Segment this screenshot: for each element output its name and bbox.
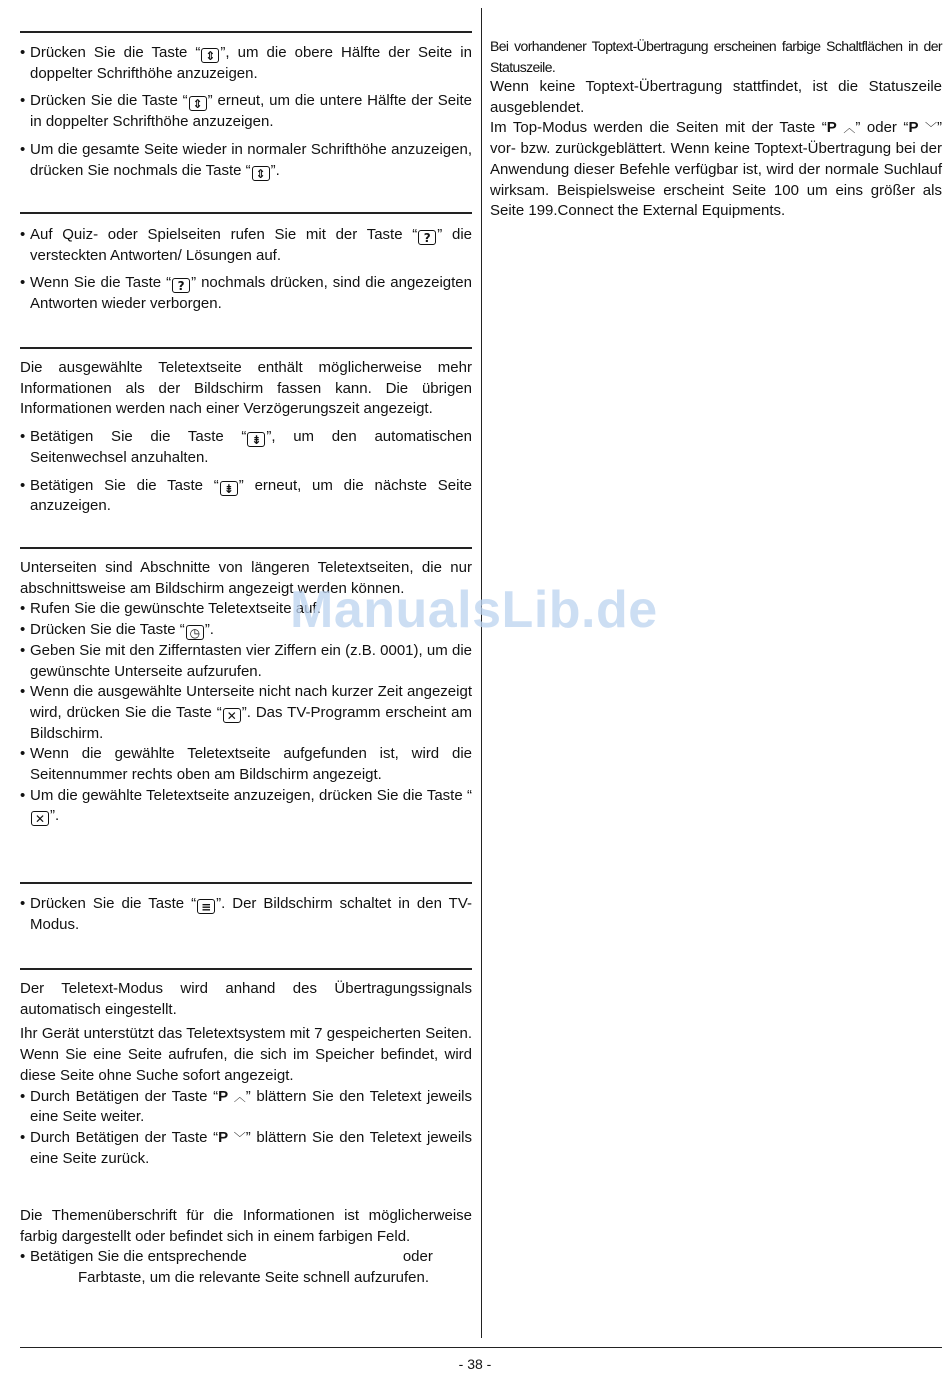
cancel-key-icon: ✕	[223, 708, 241, 723]
subpage-key-icon: ◷	[186, 625, 204, 640]
size-key-icon: ⇕	[252, 166, 270, 181]
list-item	[20, 786, 472, 827]
text: Farbtaste, um die relevante Seite schnell aufzurufen.	[78, 1269, 430, 1287]
paragraph: Die Themenüberschrift für die Informationen ist möglicherweise farbig dargestellt oder befindet sich in einem farbigen Feld.	[20, 1207, 472, 1245]
list-item: • Wenn die gewählte Teletextseite aufgefunden ist, wird die Seitennummer rechts oben am Bildschirm angezeigt.	[20, 744, 472, 785]
page-down-key-icon: ﹀	[233, 1130, 246, 1145]
list-item	[20, 1087, 472, 1128]
text: ”, um die obere Hälfte der Seite in doppelter Schrifthöhe anzuzeigen.	[30, 44, 472, 82]
text: Im Top-Modus werden die Seiten mit der Taste “	[490, 119, 827, 137]
hold-key-icon: ⇟	[247, 432, 265, 447]
text: oder	[402, 1248, 433, 1266]
text: ” die versteckten Antworten/ Lösungen auf.	[30, 226, 472, 264]
text: Drücken Sie die Taste “	[30, 92, 188, 110]
text: Drücken Sie die Taste “	[30, 621, 185, 639]
size-key-icon: ⇕	[189, 96, 207, 111]
page-down-key-icon: ﹀	[924, 121, 937, 136]
list-item	[20, 91, 472, 132]
text: ” erneut, um die untere Hälfte der Seite in doppelter Schrifthöhe anzuzeigen.	[30, 92, 472, 131]
text: Betätigen Sie die Taste “	[30, 476, 219, 494]
text: ” vor- bzw. zurückgeblättert. Wenn keine Toptext-Übertragung bei der Anwendung dieser Befehle verfügbar ist, wird der normale Suchlauf wirksam. Beispielsweise erscheint Seite 100 um eins größer als Seite 199.Connect the External Equipments.	[490, 119, 942, 220]
page-up-key-icon: ︿	[233, 1089, 246, 1104]
text: ”, um den automatischen Seitenwechsel anzuhalten.	[30, 428, 472, 466]
list-item	[20, 427, 472, 468]
text: ” nochmals drücken, sind die angezeigten Antworten wieder verborgen.	[30, 274, 472, 313]
teletext-mode-section	[20, 968, 472, 1169]
paragraph: Wenn keine Toptext-Übertragung stattfindet, ist die Statuszeile ausgeblendet.	[490, 78, 942, 116]
text: ” blättern Sie den Teletext jeweils eine Seite zurück.	[30, 1128, 473, 1167]
text: Betätigen Sie die entsprechende	[30, 1248, 247, 1266]
list-item	[20, 476, 472, 517]
text: ”.	[204, 621, 214, 639]
list-item	[20, 894, 472, 935]
list-item	[20, 1247, 472, 1288]
paragraph: Ihr Gerät unterstützt das Teletextsystem mit 7 gespeicherten Seiten. Wenn Sie eine Seite aufrufen, die sich im Speicher befindet, wird diese Seite ohne Suche sofort angezeigt.	[20, 1025, 472, 1084]
p-key-label: P	[908, 119, 919, 137]
p-key-label: P	[826, 119, 837, 137]
watermark: ManualsLib.de	[290, 581, 658, 639]
text: Drücken Sie die Taste “	[30, 895, 197, 912]
reveal-section	[20, 212, 472, 315]
list-item	[20, 1128, 472, 1169]
list-item	[20, 620, 472, 641]
p-key-label: P	[218, 1087, 229, 1105]
text: Wenn Sie die Taste “	[30, 274, 172, 292]
p-key-label: P	[218, 1128, 229, 1146]
hold-section	[20, 347, 472, 517]
text: Betätigen Sie die Taste “	[30, 428, 247, 446]
text: Um die gewählte Teletextseite anzuzeigen, drücken Sie die Taste “	[30, 786, 472, 804]
list-item: • Rufen Sie die gewünschte Teletextseite auf.	[20, 599, 472, 620]
text: ” oder “	[855, 119, 909, 137]
text: Drücken Sie die Taste “	[30, 44, 201, 61]
list-item	[20, 273, 472, 314]
tv-mode-section	[20, 882, 472, 935]
text: ” blättern Sie den Teletext jeweils eine Seite weiter.	[30, 1087, 473, 1126]
text: Auf Quiz- oder Spielseiten rufen Sie mit der Taste “	[30, 226, 418, 243]
page-number: - 38 -	[458, 1356, 492, 1372]
paragraph: Bei vorhandener Toptext-Übertragung erscheinen farbige Schaltflächen in der Statuszeile.	[490, 38, 942, 75]
paragraph	[490, 118, 942, 222]
text: ” erneut, um die nächste Seite anzuzeigen.	[30, 476, 472, 515]
toptext-section	[490, 36, 942, 222]
list-item	[20, 682, 472, 744]
text: Wenn die ausgewählte Unterseite nicht nach kurzer Zeit angezeigt wird, drücken Sie die Taste “	[30, 683, 472, 721]
text: ”.	[270, 161, 280, 179]
list-item	[20, 225, 472, 266]
cancel-key-icon: ✕	[31, 811, 49, 826]
reveal-key-icon: ?	[418, 230, 436, 245]
double-height-section	[20, 31, 472, 181]
text: ”. Der Bildschirm schaltet in den TV-Modus.	[30, 895, 472, 933]
subpage-section	[20, 547, 472, 827]
list-item	[20, 43, 472, 84]
tv-mode-key-icon: ≡	[197, 899, 215, 914]
paragraph: Die ausgewählte Teletextseite enthält möglicherweise mehr Informationen als der Bildschirm fassen kann. Die übrigen Informationen werden nach einer Verzögerungszeit angezeigt.	[20, 359, 472, 418]
text: Durch Betätigen der Taste “	[30, 1087, 219, 1105]
column-divider	[481, 8, 482, 1338]
paragraph: Unterseiten sind Abschnitte von längeren Teletextseiten, die nur abschnittsweise am Bildschirm angezeigt werden können.	[20, 559, 472, 597]
page-up-key-icon: ︿	[843, 121, 856, 136]
hold-key-icon: ⇟	[220, 481, 238, 496]
footer-divider	[20, 1347, 942, 1348]
list-item: • Geben Sie mit den Zifferntasten vier Ziffern ein (z.B. 0001), um die gewünschte Unterseite aufzurufen.	[20, 641, 472, 682]
reveal-key-icon: ?	[172, 278, 190, 293]
text: ”.	[50, 807, 60, 825]
size-key-icon: ⇕	[201, 48, 219, 63]
text: ”. Das TV-Programm erscheint am Bildschirm.	[30, 703, 472, 742]
paragraph: Der Teletext-Modus wird anhand des Übertragungssignals automatisch eingestellt.	[20, 980, 472, 1018]
text: Durch Betätigen der Taste “	[30, 1128, 219, 1146]
color-key-section	[20, 1206, 472, 1289]
list-item	[20, 140, 472, 181]
text: Um die gesamte Seite wieder in normaler Schrifthöhe anzuzeigen, drücken Sie nochmals die Taste “	[30, 140, 472, 179]
